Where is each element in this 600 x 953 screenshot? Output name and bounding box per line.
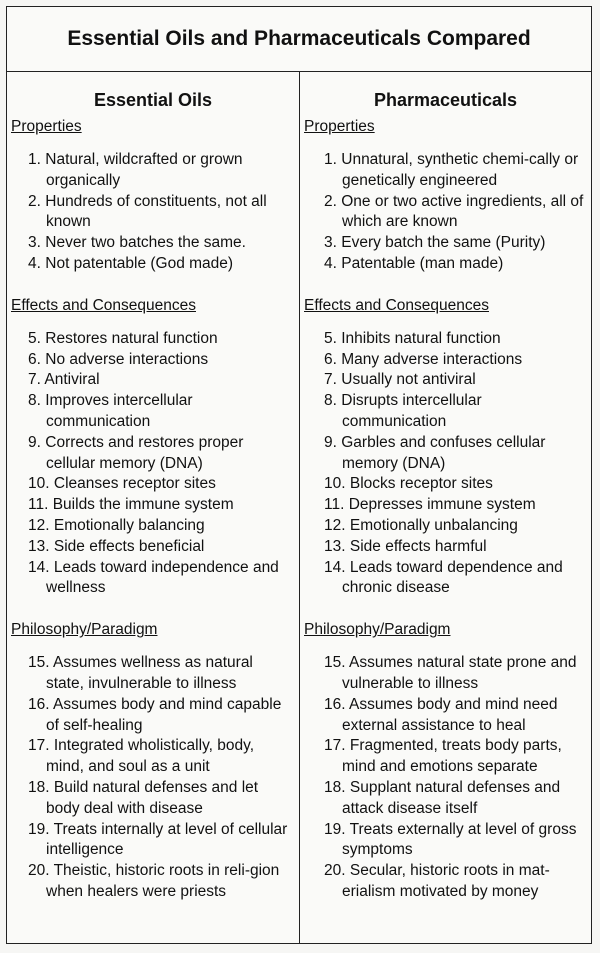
item-text: Integrated wholistically, body, mind, and soul as a unit: [46, 737, 255, 776]
column-essential-oils: [7, 72, 299, 944]
item-number: 7.: [324, 371, 337, 389]
list-item: [304, 329, 587, 350]
item-number: 13.: [28, 537, 50, 555]
item-number: 7.: [28, 371, 41, 389]
list-item: [11, 695, 295, 737]
item-text: Hundreds of constituents, not all known: [45, 192, 267, 231]
item-text: Unnatural, synthetic chemi-cally or genetically engineered: [341, 151, 579, 189]
list-item: [304, 474, 587, 495]
item-text: Secular, historic roots in mat-erialism motivated by money: [342, 862, 550, 900]
list-item: [304, 516, 587, 537]
item-text: Assumes wellness as natural state, invulnerable to illness: [46, 654, 253, 692]
item-number: 1.: [28, 151, 41, 168]
item-list: [304, 653, 587, 903]
list-item: [304, 192, 587, 234]
section-heading-properties: Properties: [11, 118, 82, 135]
table-columns: [7, 72, 591, 944]
list-item: [304, 495, 587, 516]
list-item: [304, 370, 587, 391]
item-number: 8.: [28, 392, 41, 410]
list-item: [11, 370, 295, 391]
item-number: 6.: [28, 350, 41, 368]
item-text: Blocks receptor sites: [349, 475, 493, 493]
list-item: [11, 537, 295, 558]
list-item: [304, 820, 587, 862]
list-item: [304, 150, 587, 192]
item-text: Restores natural function: [45, 329, 218, 347]
item-number: 10.: [28, 475, 50, 493]
list-item: [304, 653, 587, 695]
item-text: Usually not antiviral: [341, 371, 476, 389]
list-item: [304, 350, 587, 371]
section-heading-effects: Effects and Consequences: [304, 296, 489, 314]
item-number: 2.: [324, 192, 337, 210]
item-text: Leads toward dependence and chronic disease: [342, 558, 563, 597]
item-number: 13.: [324, 537, 346, 555]
list-item: [11, 254, 295, 275]
item-text: Treats internally at level of cellular intelligence: [46, 820, 288, 859]
list-item: [11, 474, 295, 495]
item-number: 3.: [28, 234, 41, 252]
item-text: Build natural defenses and let body deal with disease: [46, 778, 259, 817]
item-text: Disrupts intercellular communication: [341, 392, 482, 430]
item-number: 20.: [28, 862, 50, 880]
item-text: Natural, wildcrafted or grown organically: [45, 151, 243, 189]
item-text: One or two active ingredients, all of which are known: [341, 192, 584, 231]
item-text: Assumes body and mind need external assistance to heal: [342, 695, 558, 734]
item-number: 9.: [324, 433, 337, 451]
item-number: 12.: [28, 516, 50, 534]
item-number: 3.: [324, 234, 337, 252]
item-number: 9.: [28, 433, 41, 451]
section-heading-philosophy: Philosophy/Paradigm: [11, 621, 158, 639]
item-text: Inhibits natural function: [341, 329, 501, 347]
item-text: Never two batches the same.: [45, 234, 246, 252]
item-list: [11, 329, 295, 599]
item-text: Side effects harmful: [349, 537, 487, 555]
item-number: 5.: [28, 329, 41, 347]
item-number: 5.: [324, 329, 337, 347]
item-number: 18.: [28, 778, 50, 796]
item-text: Depresses immune system: [348, 496, 536, 514]
item-text: Improves intercellular communication: [45, 392, 193, 430]
item-number: 4.: [28, 254, 41, 272]
item-number: 17.: [28, 737, 50, 755]
item-number: 16.: [324, 695, 346, 713]
comparison-table: [6, 6, 592, 944]
list-item: [11, 495, 295, 516]
item-number: 8.: [324, 392, 337, 410]
item-text: Emotionally balancing: [53, 516, 205, 534]
list-item: [11, 192, 295, 234]
item-text: Treats externally at level of gross symptoms: [342, 820, 577, 859]
table-title: Essential Oils and Pharmaceuticals Compared: [7, 7, 591, 72]
item-number: 14.: [28, 558, 50, 576]
item-number: 6.: [324, 350, 337, 368]
item-number: 14.: [324, 558, 346, 576]
item-list: [304, 329, 587, 599]
item-text: Fragmented, treats body parts, mind and emotions separate: [342, 737, 562, 776]
list-item: [11, 778, 295, 820]
section-heading-properties: Properties: [304, 118, 375, 135]
item-text: Leads toward independence and wellness: [46, 558, 279, 597]
list-item: [304, 736, 587, 778]
item-text: Supplant natural defenses and attack disease itself: [342, 778, 561, 817]
item-text: Antiviral: [44, 371, 100, 389]
list-item: [304, 254, 587, 275]
list-item: [11, 861, 295, 903]
list-item: [11, 820, 295, 862]
item-text: Assumes natural state prone and vulnerable to illness: [342, 654, 577, 692]
list-item: [11, 558, 295, 600]
list-item: [11, 736, 295, 778]
item-number: 11.: [324, 496, 345, 514]
item-text: Every batch the same (Purity): [341, 234, 546, 252]
list-item: [304, 558, 587, 600]
item-number: 18.: [324, 778, 346, 796]
list-item: [304, 433, 587, 475]
item-number: 15.: [28, 654, 50, 672]
section-heading-philosophy: Philosophy/Paradigm: [304, 621, 451, 639]
item-number: 17.: [324, 737, 346, 755]
list-item: [304, 861, 587, 903]
item-list: [304, 150, 587, 275]
item-text: Emotionally unbalancing: [349, 516, 518, 534]
column-heading: Essential Oils: [93, 90, 213, 110]
item-number: 19.: [28, 820, 50, 838]
item-text: Garbles and confuses cellular memory (DNA): [341, 433, 546, 472]
list-item: [11, 653, 295, 695]
item-text: No adverse interactions: [45, 350, 209, 368]
list-item: [304, 778, 587, 820]
item-list: [11, 150, 295, 275]
item-number: 2.: [28, 192, 41, 210]
item-number: 16.: [28, 695, 50, 713]
list-item: [304, 695, 587, 737]
item-number: 12.: [324, 516, 346, 534]
item-number: 4.: [324, 254, 337, 272]
column-pharmaceuticals: [299, 72, 591, 944]
item-number: 1.: [324, 151, 337, 168]
item-text: Many adverse interactions: [341, 350, 523, 368]
list-item: [11, 350, 295, 371]
list-item: [304, 537, 587, 558]
list-item: [11, 516, 295, 537]
item-text: Side effects beneficial: [53, 537, 205, 555]
item-text: Patentable (man made): [341, 254, 504, 272]
item-text: Assumes body and mind capable of self-healing: [46, 695, 282, 734]
item-text: Not patentable (God made): [45, 254, 234, 272]
item-list: [11, 653, 295, 903]
item-number: 10.: [324, 475, 346, 493]
item-number: 11.: [28, 496, 49, 514]
item-text: Corrects and restores proper cellular memory (DNA): [45, 433, 244, 472]
column-heading: Pharmaceuticals: [373, 90, 518, 110]
item-text: Builds the immune system: [52, 496, 234, 514]
list-item: [11, 150, 295, 192]
item-text: Cleanses receptor sites: [53, 475, 216, 493]
list-item: [11, 391, 295, 433]
list-item: [11, 329, 295, 350]
item-text: Theistic, historic roots in reli-gion when healers were priests: [46, 862, 280, 900]
item-number: 15.: [324, 654, 346, 672]
item-number: 20.: [324, 862, 346, 880]
section-heading-effects: Effects and Consequences: [11, 296, 196, 314]
list-item: [11, 433, 295, 475]
list-item: [304, 233, 587, 254]
list-item: [304, 391, 587, 433]
item-number: 19.: [324, 820, 346, 838]
list-item: [11, 233, 295, 254]
